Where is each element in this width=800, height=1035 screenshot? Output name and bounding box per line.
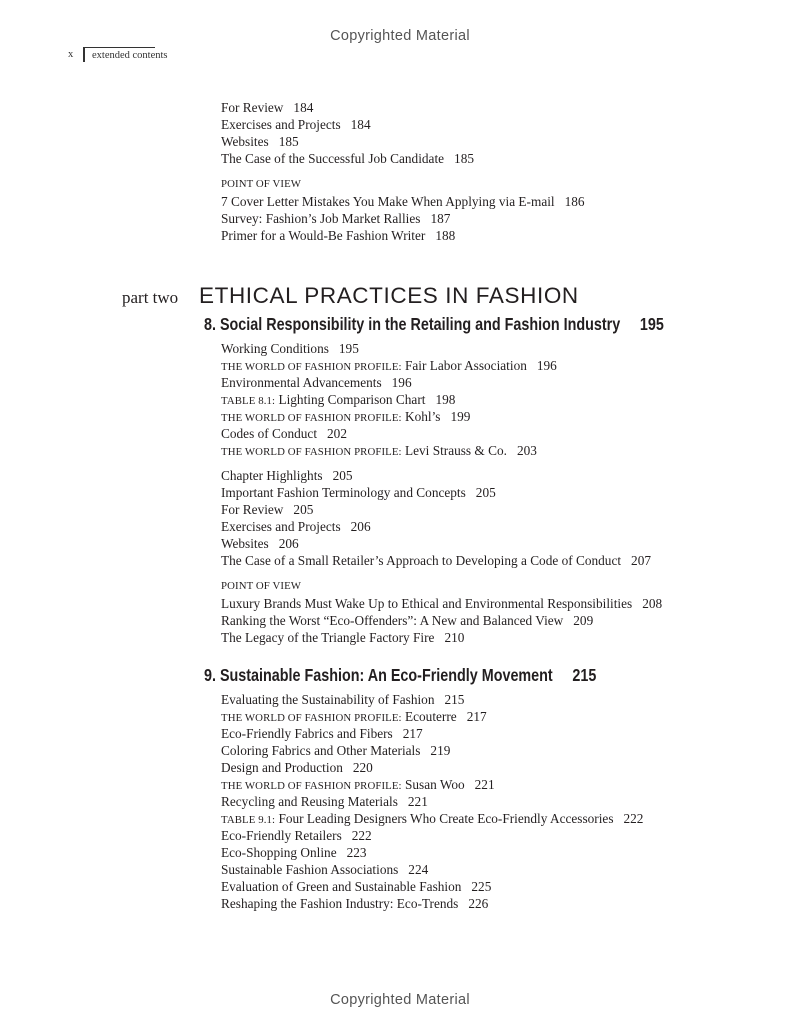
chapter-8-sections: [221, 340, 557, 459]
toc-entry: [221, 759, 643, 776]
entry-page: 205: [293, 502, 314, 517]
entry-page: 222: [351, 828, 372, 843]
entry-title: Recycling and Reusing Materials: [221, 794, 398, 809]
entry-page: 206: [278, 536, 299, 551]
entry-page: 199: [450, 409, 471, 424]
chapter-9-sections: [221, 691, 643, 912]
entry-page: 209: [573, 613, 594, 628]
running-head-label: extended contents: [92, 50, 168, 61]
part-title: ETHICAL PRACTICES IN FASHION: [199, 283, 579, 308]
entry-page: 195: [338, 341, 359, 356]
toc-entry: [221, 501, 651, 518]
entry-page: 196: [536, 358, 557, 373]
toc-entry: [221, 408, 557, 425]
pov-heading: POINT OF VIEW: [221, 580, 302, 592]
entry-page: 184: [293, 100, 314, 115]
entry-page: 217: [466, 709, 487, 724]
entry-title: Websites: [221, 134, 269, 149]
entry-page: 205: [475, 485, 496, 500]
entry-title: Important Fashion Terminology and Concepts: [221, 485, 466, 500]
toc-entry: [221, 725, 643, 742]
entry-title: For Review: [221, 100, 284, 115]
toc-entry: [221, 742, 643, 759]
entry-page: 186: [564, 194, 585, 209]
entry-title: Eco-Friendly Retailers: [221, 828, 342, 843]
entry-title: Ranking the Worst “Eco-Offenders”: A New and Balanced View: [221, 613, 564, 628]
chapter-page: 195: [639, 314, 664, 334]
entry-page: 210: [444, 630, 465, 645]
toc-entry: [221, 535, 651, 552]
toc-entry: [221, 484, 651, 501]
entry-page: 207: [631, 553, 651, 568]
intro-group: [221, 99, 474, 167]
pov-heading: POINT OF VIEW: [221, 178, 302, 190]
entry-page: 206: [350, 519, 371, 534]
entry-prefix: THE WORLD OF FASHION PROFILE:: [221, 446, 402, 458]
toc-entry: [221, 391, 557, 408]
entry-title: Exercises and Projects: [221, 519, 341, 534]
entry-page: 185: [454, 151, 474, 166]
copyright-watermark-top: Copyrighted Material: [330, 28, 470, 44]
toc-entry: [221, 708, 643, 725]
entry-title: For Review: [221, 502, 284, 517]
entry-title: Codes of Conduct: [221, 426, 318, 441]
entry-page: 205: [332, 468, 353, 483]
entry-page: 226: [468, 896, 489, 911]
entry-page: 217: [402, 726, 423, 741]
entry-page: 223: [346, 845, 367, 860]
entry-title: Eco-Shopping Online: [221, 845, 337, 860]
toc-entry: [221, 340, 557, 357]
chapter-9-title: [204, 665, 596, 686]
toc-entry: [221, 227, 585, 244]
toc-entry: [221, 552, 651, 569]
entry-title: Sustainable Fashion Associations: [221, 862, 399, 877]
toc-entry: [221, 210, 585, 227]
chapter-title-text: 9. Sustainable Fashion: An Eco-Friendly Movement: [204, 665, 553, 685]
entry-title: The Case of the Successful Job Candidate: [221, 151, 445, 166]
toc-entry: [221, 595, 662, 612]
entry-title: Evaluation of Green and Sustainable Fashion: [221, 879, 462, 894]
toc-entry: [221, 467, 651, 484]
entry-title: 7 Cover Letter Mistakes You Make When Applying via E-mail: [221, 194, 555, 209]
entry-page: 208: [642, 596, 663, 611]
chapter-8-title: [204, 314, 664, 335]
entry-page: 220: [352, 760, 373, 775]
entry-prefix: THE WORLD OF FASHION PROFILE:: [221, 712, 402, 724]
toc-entry: [221, 844, 643, 861]
toc-entry: [221, 612, 662, 629]
toc-entry: [221, 878, 643, 895]
toc-entry: [221, 827, 643, 844]
entry-title: Evaluating the Sustainability of Fashion: [221, 692, 435, 707]
entry-page: 221: [474, 777, 495, 792]
entry-title: Working Conditions: [221, 341, 329, 356]
entry-page: 215: [444, 692, 465, 707]
entry-title: Fair Labor Association: [405, 358, 527, 373]
entry-title: Environmental Advancements: [221, 375, 382, 390]
entry-title: Ecouterre: [405, 709, 457, 724]
entry-title: Luxury Brands Must Wake Up to Ethical and Environmental Responsibilities: [221, 596, 633, 611]
entry-title: Exercises and Projects: [221, 117, 341, 132]
toc-entry: [221, 518, 651, 535]
entry-prefix: TABLE 9.1:: [221, 814, 276, 826]
toc-entry: [221, 133, 474, 150]
entry-title: Survey: Fashion’s Job Market Rallies: [221, 211, 421, 226]
entry-title: Reshaping the Fashion Industry: Eco-Trends: [221, 896, 459, 911]
entry-page: 219: [430, 743, 451, 758]
entry-title: Primer for a Would-Be Fashion Writer: [221, 228, 426, 243]
chapter-8-pov: [221, 578, 662, 646]
toc-entry: [221, 776, 643, 793]
entry-prefix: TABLE 8.1:: [221, 395, 276, 407]
entry-page: 198: [435, 392, 456, 407]
entry-page: 221: [407, 794, 428, 809]
toc-entry: [221, 895, 643, 912]
toc-entry: [221, 629, 662, 646]
entry-page: 196: [391, 375, 412, 390]
entry-title: The Case of a Small Retailer’s Approach to Developing a Code of Conduct: [221, 553, 622, 568]
entry-title: Susan Woo: [405, 777, 465, 792]
toc-entry: [221, 861, 643, 878]
page-number: x: [68, 49, 74, 60]
entry-title: Chapter Highlights: [221, 468, 323, 483]
toc-entry: [221, 810, 643, 827]
entry-page: 188: [435, 228, 456, 243]
entry-page: 185: [278, 134, 299, 149]
entry-title: Websites: [221, 536, 269, 551]
toc-entry: [221, 691, 643, 708]
copyright-watermark-bottom: Copyrighted Material: [330, 992, 470, 1008]
entry-title: Eco-Friendly Fabrics and Fibers: [221, 726, 393, 741]
toc-entry: [221, 150, 474, 167]
entry-page: 222: [623, 811, 644, 826]
toc-entry: [221, 99, 474, 116]
entry-title: The Legacy of the Triangle Factory Fire: [221, 630, 435, 645]
part-label: part two: [122, 288, 179, 307]
toc-entry: [221, 116, 474, 133]
toc-entry: [221, 442, 557, 459]
entry-title: Design and Production: [221, 760, 343, 775]
toc-entry: [221, 193, 585, 210]
chapter-8-end-matter: [221, 467, 651, 569]
entry-prefix: THE WORLD OF FASHION PROFILE:: [221, 780, 402, 792]
entry-prefix: THE WORLD OF FASHION PROFILE:: [221, 361, 402, 373]
toc-entry: [221, 425, 557, 442]
entry-page: 187: [430, 211, 451, 226]
toc-entry: [221, 793, 643, 810]
toc-entry: [221, 374, 557, 391]
entry-prefix: THE WORLD OF FASHION PROFILE:: [221, 412, 402, 424]
entry-page: 203: [516, 443, 537, 458]
chapter-title-text: 8. Social Responsibility in the Retailing and Fashion Industry: [204, 314, 621, 334]
entry-page: 224: [408, 862, 429, 877]
toc-entry: [221, 357, 557, 374]
chapter-page: 215: [572, 665, 597, 685]
intro-pov: [221, 176, 585, 244]
entry-title: Four Leading Designers Who Create Eco-Friendly Accessories: [278, 811, 614, 826]
entry-page: 184: [350, 117, 371, 132]
entry-page: 225: [471, 879, 492, 894]
entry-page: 202: [327, 426, 347, 441]
entry-title: Kohl’s: [405, 409, 441, 424]
entry-title: Lighting Comparison Chart: [278, 392, 426, 407]
entry-title: Levi Strauss & Co.: [405, 443, 507, 458]
entry-title: Coloring Fabrics and Other Materials: [221, 743, 421, 758]
